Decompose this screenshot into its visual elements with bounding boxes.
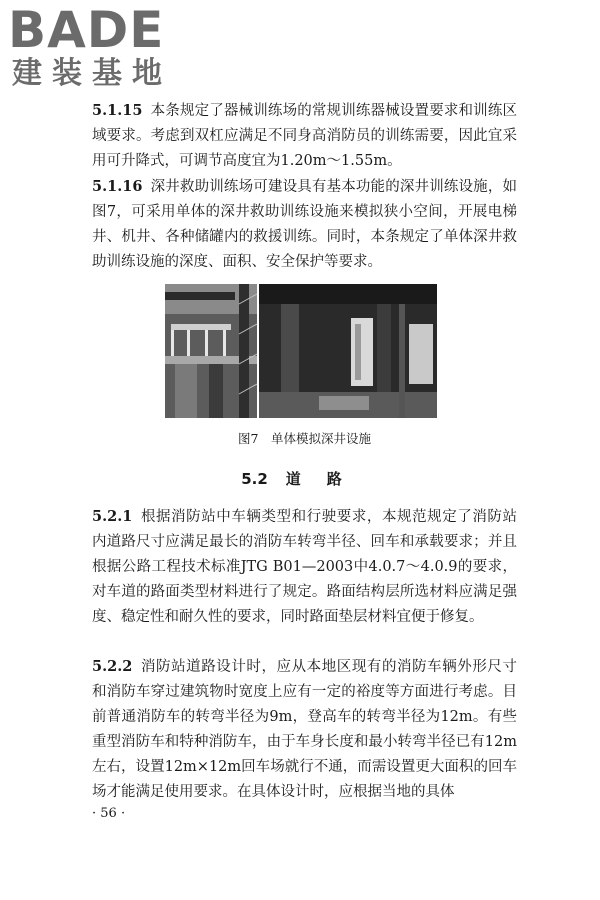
clause-text: 深井救助训练场可建设具有基本功能的深井训练设施，如图7，可采用单体的深井救助训练设施来模拟狭小空间，开展电梯井、机井、各种储罐内的救援训练。同时，本条规定了单体深井救助训练设施的深度、面积、安全保护等要求。 (92, 179, 517, 270)
clause-5-1-16 (92, 174, 517, 275)
clause-text: 本条规定了器械训练场的常规训练器械设置要求和训练区域要求。考虑到双杠应满足不同身高消防员的训练需要，因此宜采用可升降式，可调节高度宜为1.20m～1.55m。 (92, 103, 517, 169)
clause-number: 5.1.16 (92, 178, 143, 195)
clause-number: 5.2.2 (92, 658, 133, 675)
figure-7-photos (165, 284, 437, 418)
clause-text: 消防站道路设计时，应从本地区现有的消防车辆外形尺寸和消防车穿过建筑物时宽度上应有一定的裕度等方面进行考虑。目前普通消防车的转弯半径为9m，登高车的转弯半径为12m。有些重型消防车和特种消防车，由于车身长度和最小转弯半径已有12m左右，设置12m×12m回车场就行不通，而需设置更大面积的回车场才能满足使用要求。在具体设计时，应根据当地的具体 (92, 659, 517, 800)
clause-5-2-1 (92, 504, 517, 630)
clause-number: 5.1.15 (92, 102, 143, 119)
photo-tower-exterior (165, 284, 257, 418)
figure-caption: 图7 单体模拟深井设施 (238, 431, 371, 446)
section-number: 5.2 (241, 470, 268, 488)
clause-text: 根据消防站中车辆类型和行驶要求，本规范规定了消防站内道路尺寸应满足最长的消防车转弯半径、回车和承载要求；并且根据公路工程技术标准JTG B01—2003中4.0.7～4.0.9的要求，对车道的路面类型材料进行了规定。路面结构层所选材料应满足强度、稳定性和耐久性的要求，同时路面垫层材料宜便于修复。 (92, 509, 517, 625)
page-number: · 56 · (92, 806, 126, 821)
clause-5-1-15 (92, 98, 517, 174)
section-heading (92, 468, 517, 490)
bade-logo (8, 1, 178, 92)
clause-5-2-2 (92, 654, 517, 805)
photo-shaft-interior (259, 284, 437, 418)
section-title: 道路 (285, 470, 368, 488)
clause-number: 5.2.1 (92, 508, 133, 525)
logo-word: BADE (8, 1, 165, 59)
logo-subtitle: 建装基地 (12, 56, 172, 91)
